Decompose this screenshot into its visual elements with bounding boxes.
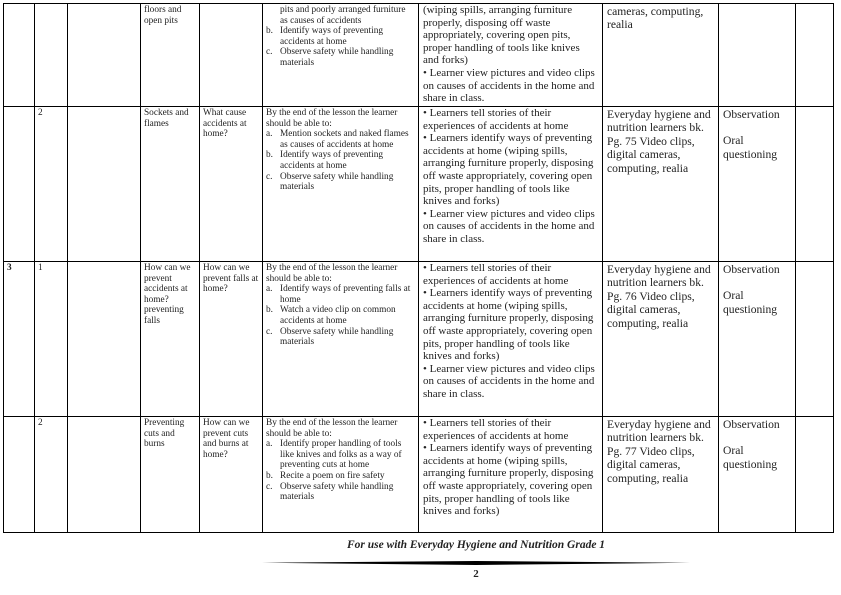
activities-cell — [419, 417, 603, 533]
objective-text: Observe safety while handling materials — [280, 481, 394, 503]
activity-item: • Learners tell stories of their experiences of accidents at home — [423, 107, 569, 132]
objective-item — [266, 471, 415, 482]
activity-item: • Learner view pictures and video clips on causes of accidents in the home and share in class. — [423, 66, 595, 105]
objectives-cell — [263, 4, 419, 107]
assessment-item: Oral questioning — [723, 289, 778, 316]
activity-item: • Learners identify ways of preventing accidents at home (wiping spills, arranging furniture properly, disposing off waste appropriately, covering open pits, proper handling of tools like knives and forks) — [423, 132, 594, 208]
objective-label: b. — [266, 305, 273, 316]
remarks-cell — [796, 107, 834, 262]
assessment-cell — [719, 4, 796, 107]
assessment-item: Observation — [723, 108, 780, 121]
scheme-of-work-table — [3, 3, 834, 533]
objective-text: Observe safety while handling materials — [280, 326, 394, 348]
objective-item — [266, 439, 415, 471]
lesson-cell: 1 — [35, 262, 68, 417]
assessment-cell — [719, 417, 796, 533]
activity-item: • Learners identify ways of preventing accidents at home (wiping spills, arranging furniture properly, disposing off waste appropriately, covering open pits, proper handling of tools like knives and forks) — [423, 287, 594, 363]
page-number: 2 — [473, 568, 479, 580]
inquiry-question-cell: What cause accidents at home? — [200, 107, 263, 262]
activities-cell — [419, 107, 603, 262]
objective-item — [266, 129, 415, 150]
assessment-item: Oral questioning — [723, 444, 778, 471]
spacer — [723, 431, 791, 444]
objectives-cell — [263, 262, 419, 417]
objective-label: c. — [266, 47, 273, 58]
objective-text: Recite a poem on fire safety — [280, 470, 385, 481]
objective-label: b. — [266, 470, 273, 481]
objective-label: a. — [266, 129, 273, 140]
spacer — [723, 121, 791, 134]
objective-item — [266, 5, 415, 26]
objective-text: Mention sockets and naked flames as causes of accidents at home — [280, 129, 409, 150]
remarks-cell — [796, 262, 834, 417]
assessment-cell — [719, 107, 796, 262]
table-row — [4, 4, 834, 107]
footer-title: For use with Everyday Hygiene and Nutrition Grade 1 — [346, 539, 606, 551]
objectives-intro: By the end of the lesson the learner should be able to: — [266, 263, 398, 284]
remarks-cell — [796, 4, 834, 107]
activity-item: • Learners identify ways of preventing accidents at home (wiping spills, arranging furniture properly, disposing off waste appropriately, covering open pits, proper handling of tools like knives and forks) — [423, 442, 594, 518]
lesson-cell: 2 — [35, 107, 68, 262]
activity-item: (wiping spills, arranging furniture properly, disposing off waste appropriately, covering open pits, proper handling of tools like knives and forks) — [423, 4, 580, 67]
week-cell — [4, 4, 35, 107]
objective-label — [266, 5, 280, 26]
objective-text: Identify proper handling of tools like knives and folks as a way of preventing cuts at home — [280, 439, 402, 471]
inquiry-question-cell: How can we prevent cuts and burns at home? — [200, 417, 263, 533]
objectives-intro: By the end of the lesson the learner should be able to: — [266, 108, 398, 129]
objective-item — [266, 26, 415, 47]
objective-item — [266, 327, 415, 348]
resources-cell: cameras, computing, realia — [603, 4, 719, 107]
objectives-cell — [263, 107, 419, 262]
objective-item — [266, 482, 415, 503]
objective-text: Observe safety while handling materials — [280, 171, 394, 193]
objective-label: c. — [266, 171, 273, 182]
activity-item: • Learner view pictures and video clips on causes of accidents in the home and share in class. — [423, 207, 595, 245]
objective-text: Observe safety while handling materials — [280, 47, 394, 68]
strand-cell — [68, 107, 141, 262]
footer-divider — [262, 561, 690, 565]
assessment-item: Observation — [723, 418, 780, 431]
activity-item: • Learners tell stories of their experiences of accidents at home — [423, 262, 569, 287]
objective-item — [266, 47, 415, 68]
objective-item — [266, 284, 415, 305]
resources-cell: Everyday hygiene and nutrition learners bk. Pg. 75 Video clips, digital cameras, computing, realia — [603, 107, 719, 262]
activities-cell — [419, 4, 603, 107]
objective-item — [266, 172, 415, 193]
activity-item: • Learners tell stories of their experiences of accidents at home — [423, 417, 569, 442]
sub-strand-cell: Sockets and flames — [141, 107, 200, 262]
strand-cell — [68, 4, 141, 107]
objective-label: a. — [266, 284, 273, 295]
objective-label: c. — [266, 481, 273, 492]
spacer — [723, 276, 791, 289]
objective-text: Identify ways of preventing falls at home — [280, 284, 411, 305]
assessment-cell — [719, 262, 796, 417]
objective-item — [266, 150, 415, 171]
week-cell — [4, 417, 35, 533]
inquiry-question-cell — [200, 4, 263, 107]
remarks-cell — [796, 417, 834, 533]
objective-label: c. — [266, 326, 273, 337]
resources-cell: Everyday hygiene and nutrition learners bk. Pg. 77 Video clips, digital cameras, computing, realia — [603, 417, 719, 533]
sub-strand-cell: floors and open pits — [141, 4, 200, 107]
lesson-cell — [35, 4, 68, 107]
resources-cell: Everyday hygiene and nutrition learners bk. Pg. 76 Video clips, digital cameras, computing, realia — [603, 262, 719, 417]
sub-strand-cell: How can we prevent accidents at home? preventing falls — [141, 262, 200, 417]
objective-label: b. — [266, 26, 273, 37]
week-cell: 3 — [4, 262, 35, 417]
objective-text: pits and poorly arranged furniture as causes of accidents — [280, 5, 406, 26]
objectives-intro: By the end of the lesson the learner should be able to: — [266, 418, 398, 439]
objectives-cell — [263, 417, 419, 533]
objective-label: a. — [266, 439, 273, 450]
assessment-item: Observation — [723, 263, 780, 276]
lesson-cell: 2 — [35, 417, 68, 533]
table-row — [4, 262, 834, 417]
objective-item — [266, 305, 415, 326]
objective-label: b. — [266, 150, 273, 161]
assessment-item: Oral questioning — [723, 134, 778, 161]
table-row — [4, 107, 834, 262]
strand-cell — [68, 417, 141, 533]
strand-cell — [68, 262, 141, 417]
sub-strand-cell: Preventing cuts and burns — [141, 417, 200, 533]
table-row — [4, 417, 834, 533]
objective-text: Identify ways of preventing accidents at home — [280, 150, 384, 171]
objective-text: Identify ways of preventing accidents at home — [280, 26, 384, 47]
inquiry-question-cell: How can we prevent falls at home? — [200, 262, 263, 417]
activities-cell — [419, 262, 603, 417]
objective-text: Watch a video clip on common accidents at home — [280, 305, 396, 326]
activity-item: • Learner view pictures and video clips on causes of accidents in the home and share in class. — [423, 362, 595, 400]
week-cell — [4, 107, 35, 262]
